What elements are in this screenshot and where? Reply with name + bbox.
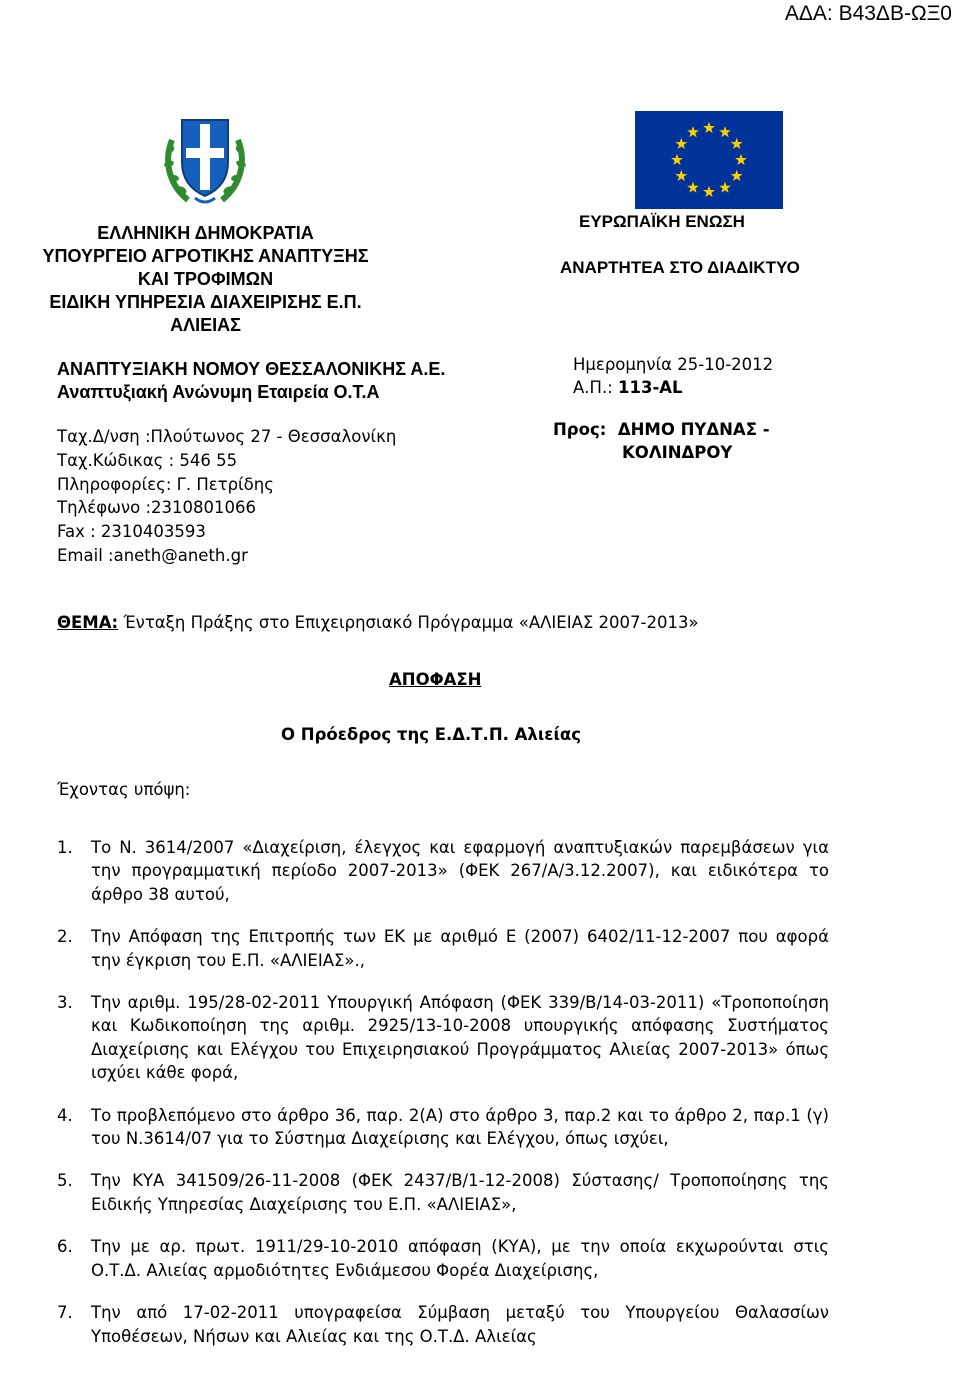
issuer-line: ΕΙΔΙΚΗ ΥΠΗΡΕΣΙΑ ΔΙΑΧΕΙΡΙΣΗΣ Ε.Π.: [49, 292, 362, 312]
item-text: Την με αρ. πρωτ. 1911/29-10-2010 απόφαση (ΚΥΑ), με την οποία εκχωρούνται στις Ο.Τ.Δ. Αλιείας αρμοδιότητες Ενδιάμεσου Φορέα Διαχείρισης,: [91, 1237, 829, 1280]
protocol-label: Α.Π.:: [573, 378, 618, 397]
eu-flag-icon: [635, 111, 783, 209]
item-number: 3.: [57, 993, 73, 1013]
issuer-line: ΥΠΟΥΡΓΕΙΟ ΑΓΡΟΤΙΚΗΣ ΑΝΑΠΤΥΞΗΣ: [42, 246, 369, 266]
subject-text: Ένταξη Πράξης στο Επιχειρησιακό Πρόγραμμα «ΑΛΙΕΙΑΣ 2007-2013»: [118, 613, 699, 632]
contact-fax: Fax : 2310403593: [57, 522, 206, 542]
item-text: Την ΚΥΑ 341509/26-11-2008 (ΦΕΚ 2437/Β/1-12-2008) Σύστασης/ Τροποποίησης της Ειδικής Υπηρεσίας Διαχείρισης του Ε.Π. «ΑΛΙΕΙΑΣ»,: [91, 1171, 829, 1214]
considering-heading: Έχοντας υπόψη:: [57, 780, 191, 799]
ada-code: ΑΔΑ: Β43ΔΒ-ΩΞ0: [784, 2, 952, 25]
protocol-number: [573, 376, 773, 399]
issuer-header: [0, 222, 411, 337]
president-title: Ο Πρόεδρος της Ε.Δ.Τ.Π. Αλιείας: [281, 725, 582, 744]
contact-address: Ταχ.Δ/νση :Πλούτωνος 27 - Θεσσαλονίκη: [57, 427, 397, 446]
recipient-block: [553, 418, 770, 464]
issuer-line: ΚΑΙ ΤΡΟΦΙΜΩΝ: [137, 269, 274, 289]
item-text: Το προβλεπόμενο στο άρθρο 36, παρ. 2(Α) στο άρθρο 3, παρ.2 και το άρθρο 2, παρ.1 (γ) του Ν.3614/07 για το Σύστημα Διαχείρισης και Ελέγχου, όπως ισχύει,: [91, 1105, 829, 1149]
document-date: Ημερομηνία 25-10-2012: [573, 355, 774, 374]
list-item: [57, 925, 829, 972]
list-item: [57, 991, 829, 1085]
department-line: ΑΝΑΠΤΥΞΙΑΚΗ ΝΟΜΟΥ ΘΕΣΣΑΛΟΝΙΚΗΣ Α.Ε.: [57, 359, 446, 379]
list-item: [57, 1301, 829, 1348]
department-line: Αναπτυξιακή Ανώνυμη Εταιρεία Ο.Τ.Α: [57, 382, 380, 402]
contact-postcode: Ταχ.Κώδικας : 546 55: [57, 450, 238, 470]
greek-coat-of-arms-icon: [162, 110, 248, 208]
issuer-line: ΑΛΙΕΙΑΣ: [170, 315, 241, 335]
item-text: Την Απόφαση της Επιτροπής των ΕΚ με αριθμό Ε (2007) 6402/11-12-2007 που αφορά την έγκριση του Ε.Π. «ΑΛΙΕΙΑΣ».,: [91, 927, 829, 970]
issuer-line: ΕΛΛΗΝΙΚΗ ΔΗΜΟΚΡΑΤΙΑ: [97, 223, 314, 243]
considerations-list: [57, 836, 829, 1367]
item-number: 2.: [57, 927, 73, 947]
list-item: [57, 1169, 829, 1216]
department-block: [57, 358, 445, 404]
list-item: [57, 1104, 829, 1151]
item-number: 4.: [57, 1105, 73, 1125]
decision-title: ΑΠΟΦΑΣΗ: [389, 670, 482, 689]
document-meta: [573, 353, 773, 399]
item-number: 6.: [57, 1237, 73, 1257]
item-number: 7.: [57, 1303, 73, 1323]
subject-label: ΘΕΜΑ:: [57, 613, 119, 632]
item-number: 1.: [57, 838, 73, 857]
contact-phone: Τηλέφωνο :2310801066: [57, 498, 257, 518]
eu-title: ΕΥΡΩΠΑΪΚΗ ΕΝΩΣΗ: [579, 212, 745, 231]
contact-info-person: Πληροφορίες: Γ. Πετρίδης: [57, 474, 274, 494]
item-text: Την από 17-02-2011 υπογραφείσα Σύμβαση μεταξύ του Υπουργείου Θαλασσίων Υποθέσεων, Νήσων και Αλιείας και της Ο.Τ.Δ. Αλιείας: [91, 1303, 829, 1346]
recipient-line: Προς: ΔΗΜΟ ΠΥΔΝΑΣ -: [553, 420, 770, 439]
list-item: [57, 1235, 829, 1282]
contact-block: [57, 425, 396, 568]
item-text: Το Ν. 3614/2007 «Διαχείριση, έλεγχος και εφαρμογή αναπτυξιακών παρεμβάσεων για την προγραμματική περίοδο 2007-2013» (ΦΕΚ 267/Α/3.12.2007), και ειδικότερα το άρθρο 38 αυτού,: [91, 838, 829, 904]
list-item: [57, 836, 829, 906]
posted-note: ΑΝΑΡΤΗΤΕΑ ΣΤΟ ΔΙΑΔΙΚΤΥΟ: [560, 258, 800, 277]
contact-email: Email :aneth@aneth.gr: [57, 545, 248, 565]
item-number: 5.: [57, 1171, 73, 1191]
item-text: Την αριθμ. 195/28-02-2011 Υπουργική Απόφαση (ΦΕΚ 339/Β/14-03-2011) «Τροποποίηση και Κωδικοποίηση της αριθμ. 2925/13-10-2008 υπουργικής απόφασης Συστήματος Διαχείρισης και Ελέγχου του Επιχειρησιακού Προγράμματος Αλιείας 2007-2013» όπως ισχύει κάθε φορά,: [91, 993, 829, 1083]
recipient-line: ΚΟΛΙΝΔΡΟΥ: [622, 443, 733, 462]
protocol-value: 113-AL: [618, 378, 683, 397]
subject-line: [57, 613, 699, 632]
